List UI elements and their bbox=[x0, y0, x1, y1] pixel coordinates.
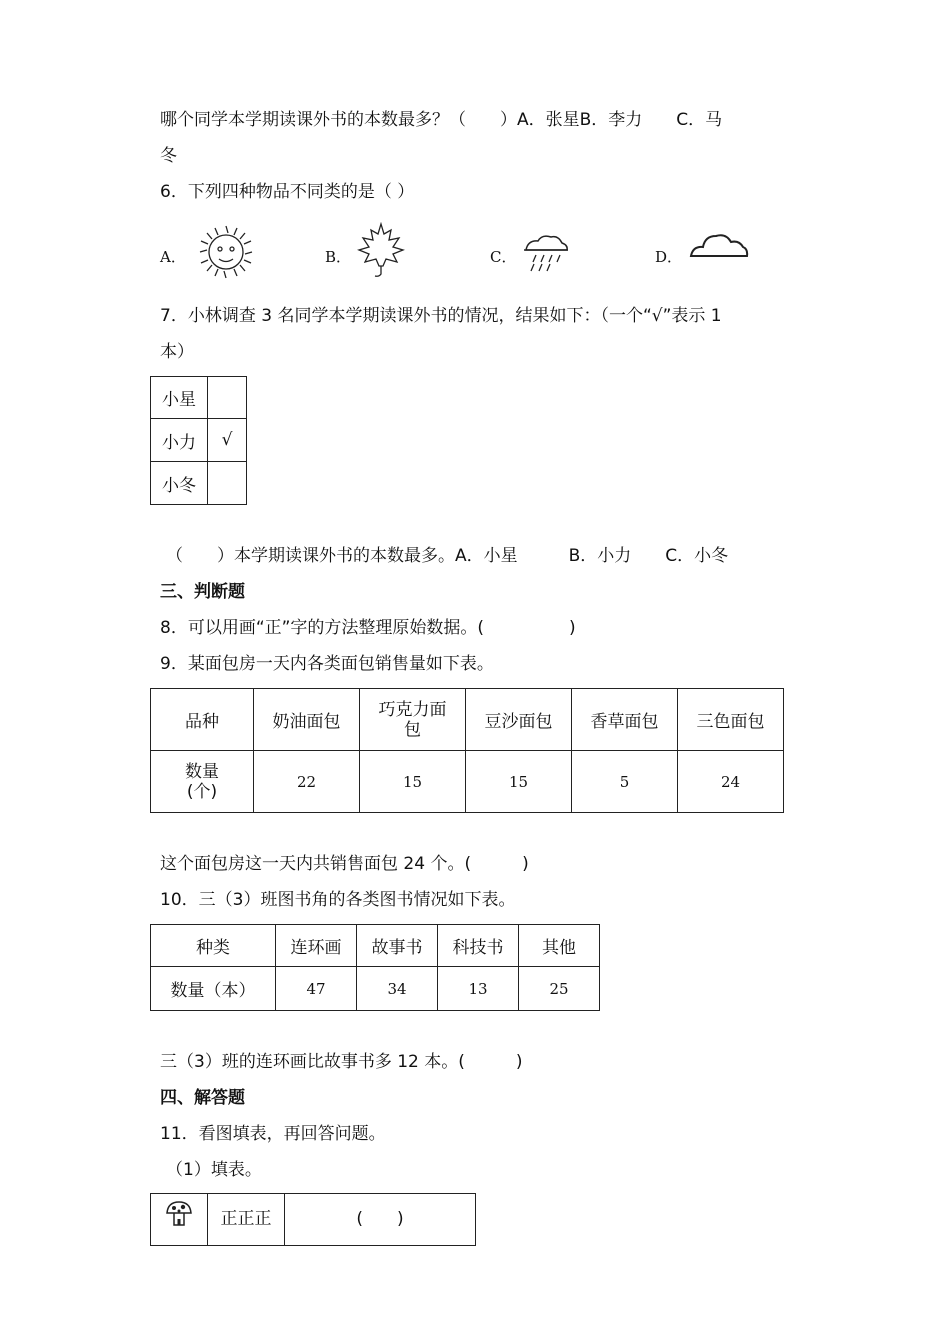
q9-stem: 9．某面包房一天内各类面包销售量如下表。 bbox=[160, 654, 494, 674]
table-row bbox=[151, 689, 784, 751]
q10-row-label: 数量（本） bbox=[151, 967, 276, 1011]
leaf-icon bbox=[355, 222, 407, 283]
q8: 8．可以用画“正”字的方法整理原始数据。( ) bbox=[160, 618, 576, 638]
q9-header-cell: 香草面包 bbox=[572, 689, 678, 751]
q11-table bbox=[150, 1193, 476, 1246]
q10-header-cell: 种类 bbox=[151, 925, 276, 967]
q9-value-cell: 15 bbox=[466, 751, 572, 813]
q9-header-cell: 品种 bbox=[151, 689, 254, 751]
q9-header-cell bbox=[360, 689, 466, 751]
q11-tally-cell: 正正正 bbox=[208, 1194, 285, 1246]
q9-value-cell: 15 bbox=[360, 751, 466, 813]
q7-name-cell: 小星 bbox=[151, 377, 208, 419]
mushroom-icon bbox=[165, 1200, 193, 1233]
table-row bbox=[151, 925, 600, 967]
table-row bbox=[151, 419, 247, 462]
q10-stem: 10．三（3）班图书角的各类图书情况如下表。 bbox=[160, 890, 516, 910]
q9-table bbox=[150, 688, 784, 813]
rain-cloud-icon bbox=[522, 232, 570, 279]
q7-name-cell: 小力 bbox=[151, 419, 208, 462]
q10-header-cell: 其他 bbox=[519, 925, 600, 967]
q9-row-label bbox=[151, 751, 254, 813]
q9-header-cell: 豆沙面包 bbox=[466, 689, 572, 751]
q5-line2: 冬 bbox=[160, 146, 177, 166]
q9-statement: 这个面包房这一天内共销售面包 24 个。( ) bbox=[160, 854, 529, 874]
q9-header-cell: 奶油面包 bbox=[254, 689, 360, 751]
q10-statement: 三（3）班的连环画比故事书多 12 本。( ) bbox=[160, 1052, 523, 1072]
q7-line2: 本） bbox=[160, 342, 194, 362]
table-row bbox=[151, 1194, 476, 1246]
q6-option-d-label: D． bbox=[655, 248, 683, 266]
q10-header-cell: 故事书 bbox=[357, 925, 438, 967]
q10-header-cell: 科技书 bbox=[438, 925, 519, 967]
q11-blank-cell: ( ) bbox=[285, 1194, 476, 1246]
q11-sub1: （1）填表。 bbox=[166, 1160, 262, 1180]
q11-stem: 11．看图填表，再回答问题。 bbox=[160, 1124, 386, 1144]
q9-header-cell: 三色面包 bbox=[678, 689, 784, 751]
table-row bbox=[151, 377, 247, 419]
section-3-heading: 三、判断题 bbox=[160, 582, 245, 602]
q9-value-cell: 24 bbox=[678, 751, 784, 813]
q7-name-cell: 小冬 bbox=[151, 462, 208, 505]
q6-option-c-label: C． bbox=[490, 248, 517, 266]
q7-mark-cell bbox=[208, 462, 247, 505]
q10-value-cell: 25 bbox=[519, 967, 600, 1011]
q7-line1: 7．小林调查 3 名同学本学期读课外书的情况，结果如下：（一个“√”表示 1 bbox=[160, 306, 722, 326]
table-row bbox=[151, 751, 784, 813]
q7-mark-cell bbox=[208, 377, 247, 419]
q11-icon-cell bbox=[151, 1194, 208, 1246]
q9-header-text: 巧克力面包 bbox=[378, 699, 447, 740]
table-row bbox=[151, 967, 600, 1011]
q9-row-label-text: 数量(个) bbox=[185, 761, 219, 802]
q6-option-b-label: B． bbox=[325, 248, 352, 266]
table-row bbox=[151, 462, 247, 505]
q10-value-cell: 13 bbox=[438, 967, 519, 1011]
q5-line1: 哪个同学本学期读课外书的本数最多？（ ）A．张星B．李力 C．马 bbox=[160, 110, 723, 130]
q6-stem: 6．下列四种物品不同类的是（ ） bbox=[160, 182, 415, 202]
q6-option-a-label: A． bbox=[160, 248, 186, 266]
q10-value-cell: 47 bbox=[276, 967, 357, 1011]
q10-header-cell: 连环画 bbox=[276, 925, 357, 967]
q9-value-cell: 5 bbox=[572, 751, 678, 813]
q9-value-cell: 22 bbox=[254, 751, 360, 813]
section-4-heading: 四、解答题 bbox=[160, 1088, 245, 1108]
q7-answer: （ ）本学期读课外书的本数最多。A．小星 B．小力 C．小冬 bbox=[166, 546, 729, 566]
q7-mark-cell: √ bbox=[208, 419, 247, 462]
sun-icon bbox=[193, 220, 259, 289]
cloud-icon bbox=[688, 230, 750, 265]
q10-value-cell: 34 bbox=[357, 967, 438, 1011]
q10-table bbox=[150, 924, 600, 1011]
q7-table bbox=[150, 376, 247, 505]
